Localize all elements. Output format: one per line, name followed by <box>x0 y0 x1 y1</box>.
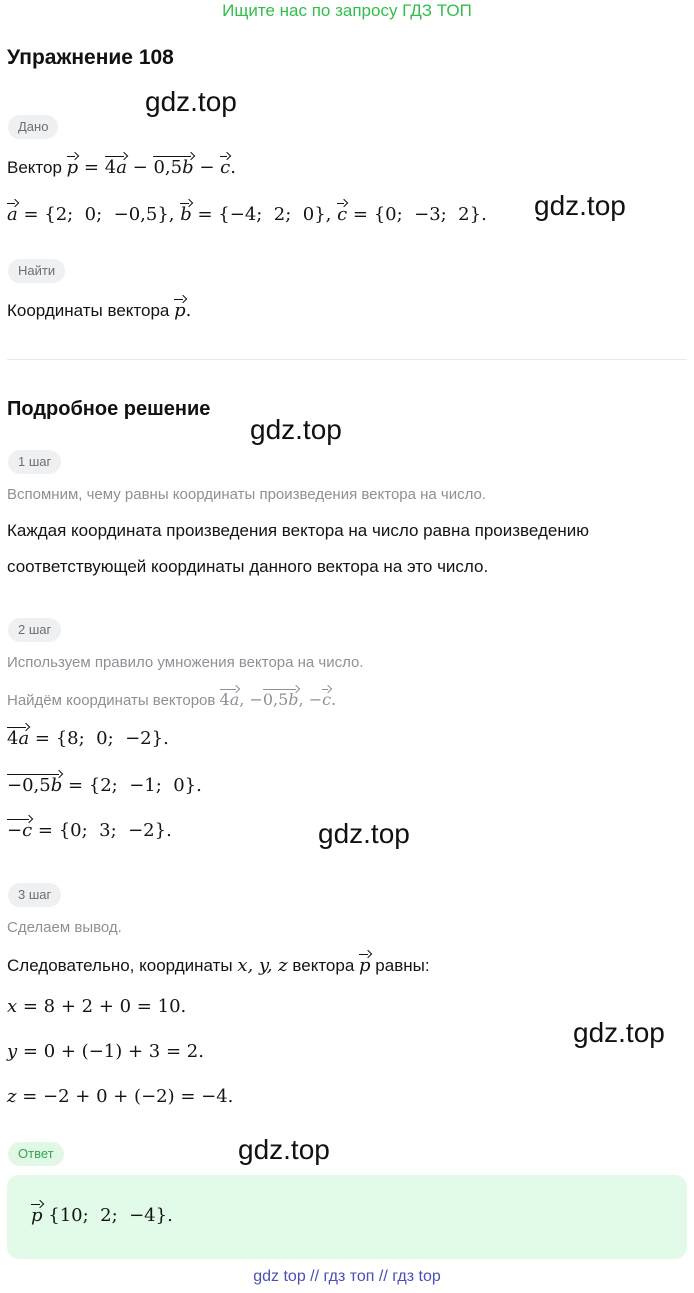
watermark: gdz.top <box>145 86 237 117</box>
step-1-text-line-2: соответствующей координаты данного вектора на это число. <box>7 557 489 576</box>
step-1-text-line-1: Каждая координата произведения вектора на число равна произведению <box>7 521 589 540</box>
step-1-hint: Вспомним, чему равны координаты произведения вектора на число. <box>7 486 487 503</box>
exercise-title: Упражнение 108 <box>7 46 174 69</box>
given-line-2: a = {2; 0; −0,5}, b = {−4; 2; 0}, c = {0; −3; 2}. <box>7 204 487 225</box>
step-3-hint: Сделаем вывод. <box>7 919 122 936</box>
watermark: gdz.top <box>534 190 626 221</box>
watermark: gdz.top <box>238 1134 330 1165</box>
step-2-equation-2: −0,5b = {2; −1; 0}. <box>7 775 202 796</box>
promo-banner[interactable]: Ищите нас по запросу ГДЗ ТОП <box>222 1 472 20</box>
step-2-equation-1: 4a = {8; 0; −2}. <box>7 728 169 749</box>
step-2-badge: 2 шаг <box>8 618 61 642</box>
step-3-conclusion: Следовательно, координаты x, y, z вектора p равны: <box>7 955 430 976</box>
step-2-equation-3: −c = {0; 3; −2}. <box>7 820 172 841</box>
find-text: Координаты вектора p. <box>7 300 192 321</box>
step-3-badge: 3 шаг <box>8 883 61 907</box>
step-1-badge: 1 шаг <box>8 450 61 474</box>
step-2-hint: Используем правило умножения вектора на число. <box>7 654 364 671</box>
step-2-hint-2: Найдём координаты векторов 4a, −0,5b, −c. <box>7 690 337 709</box>
footer-link[interactable]: gdz top <box>253 1268 306 1285</box>
footer-link[interactable]: гдз топ <box>323 1268 375 1285</box>
answer-box <box>7 1175 687 1259</box>
section-divider <box>7 359 687 360</box>
footer-link[interactable]: гдз top <box>392 1268 441 1285</box>
step-3-equation-y: y = 0 + (−1) + 3 = 2. <box>7 1041 204 1062</box>
given-line-1: Вектор p = 4a − 0,5b − c. <box>7 157 236 178</box>
footer-separator: // <box>378 1268 388 1285</box>
step-3-equation-z: z = −2 + 0 + (−2) = −4. <box>7 1086 234 1107</box>
watermark: gdz.top <box>573 1017 665 1048</box>
watermark: gdz.top <box>318 818 410 849</box>
answer-formula: p {10; 2; −4}. <box>31 1205 173 1226</box>
solution-title: Подробное решение <box>7 398 211 420</box>
find-badge: Найти <box>8 259 65 283</box>
given-badge: Дано <box>8 115 58 139</box>
answer-badge: Ответ <box>8 1142 64 1166</box>
step-3-equation-x: x = 8 + 2 + 0 = 10. <box>7 996 187 1017</box>
footer-links <box>0 1268 694 1286</box>
watermark: gdz.top <box>250 414 342 445</box>
footer-separator: // <box>310 1268 320 1285</box>
